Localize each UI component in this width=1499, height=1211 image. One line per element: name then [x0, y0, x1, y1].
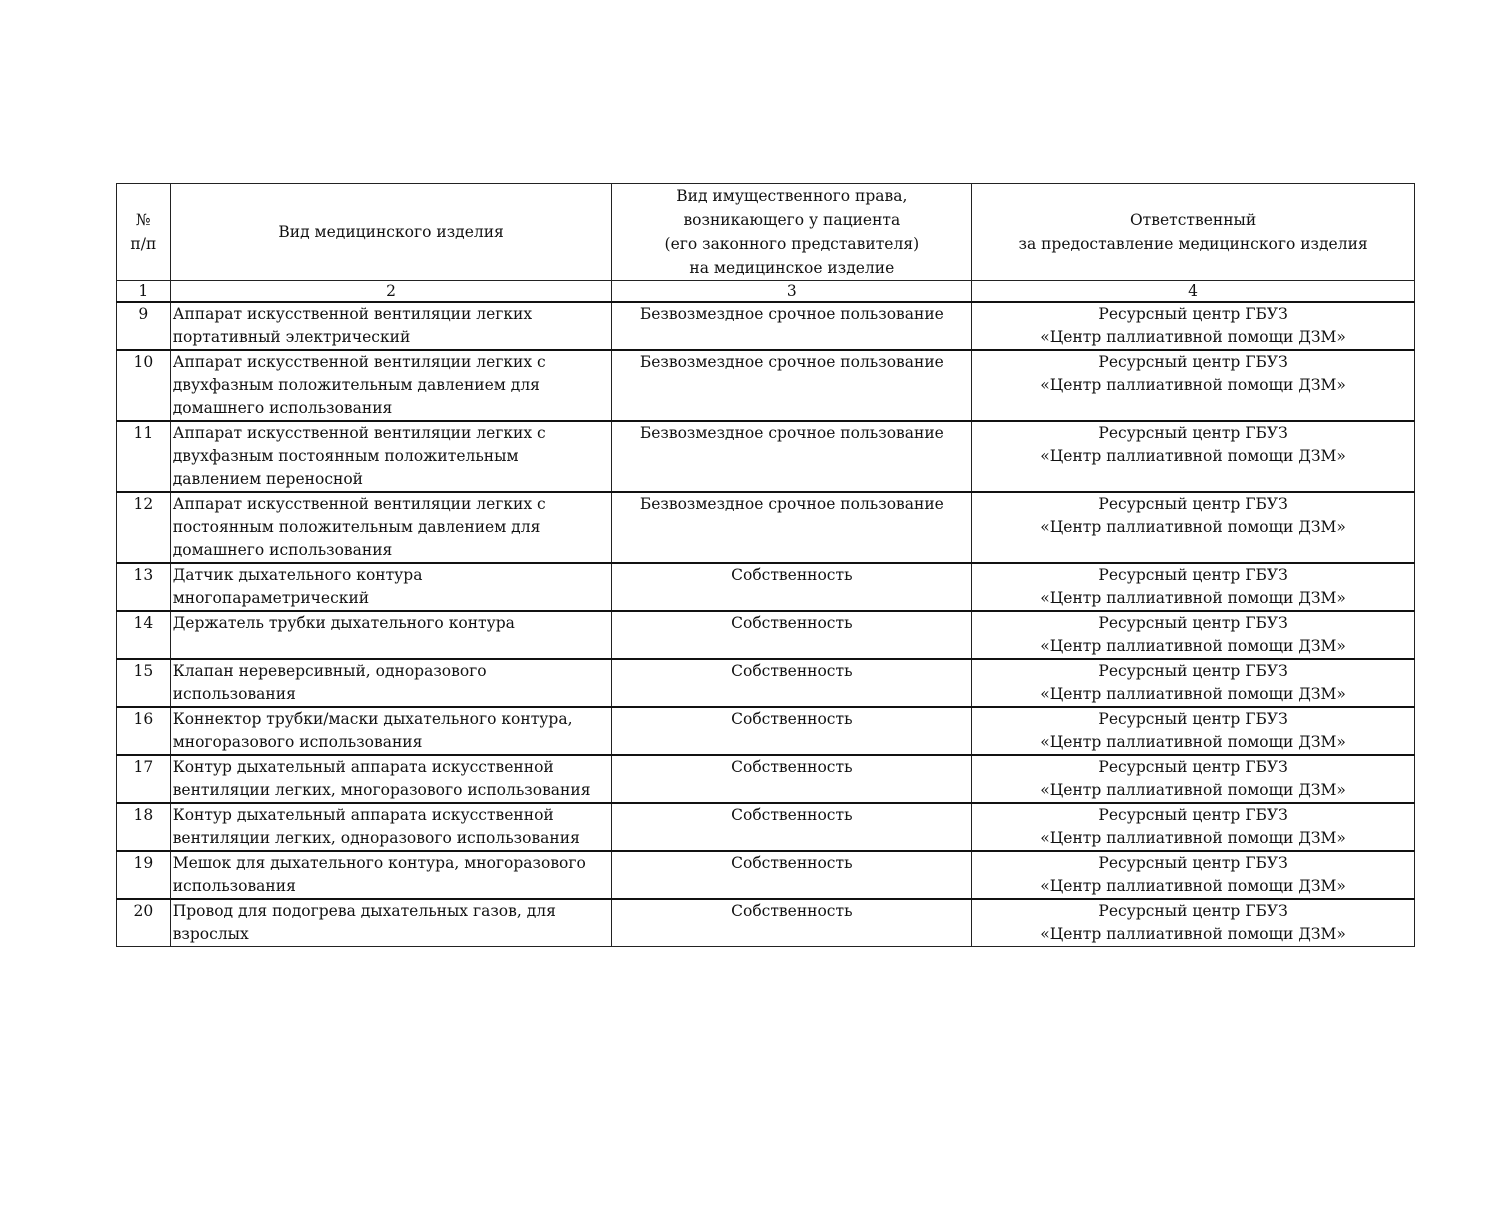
device-name-line: использования [172, 685, 296, 703]
device-name-line: вентиляции легких, одноразового использования [172, 829, 580, 847]
row-number-text: 9 [138, 305, 149, 323]
property-right [612, 563, 972, 611]
responsible-line: «Центр паллиативной помощи ДЗМ» [1040, 637, 1346, 655]
device-name-line: Коннектор трубки/маски дыхательного контура, [172, 710, 573, 728]
responsible-line: «Центр паллиативной помощи ДЗМ» [1040, 685, 1346, 703]
row-number [117, 899, 171, 947]
medical-devices-table [116, 183, 1415, 947]
row-number-text: 19 [133, 854, 154, 872]
property-right [612, 302, 972, 350]
device-name-line: Аппарат искусственной вентиляции легких с [172, 424, 546, 442]
device-name [170, 350, 612, 421]
row-number [117, 492, 171, 563]
device-name-line: Держатель трубки дыхательного контура [172, 614, 515, 632]
property-right [612, 755, 972, 803]
responsible-line: Ресурсный центр ГБУЗ [1098, 305, 1288, 323]
device-name [170, 803, 612, 851]
responsible-line: «Центр паллиативной помощи ДЗМ» [1040, 733, 1346, 751]
row-number-text: 13 [133, 566, 154, 584]
responsible [972, 755, 1415, 803]
header-row [117, 184, 1415, 281]
device-name-line: взрослых [172, 925, 249, 943]
responsible-line: Ресурсный центр ГБУЗ [1098, 353, 1288, 371]
responsible-line: Ресурсный центр ГБУЗ [1098, 495, 1288, 513]
responsible [972, 851, 1415, 899]
device-name [170, 563, 612, 611]
responsible-line: Ресурсный центр ГБУЗ [1098, 710, 1288, 728]
responsible-line: «Центр паллиативной помощи ДЗМ» [1040, 877, 1346, 895]
header-right-line: Вид имущественного права, [676, 187, 908, 205]
property-right [612, 611, 972, 659]
responsible [972, 899, 1415, 947]
property-right [612, 899, 972, 947]
device-name-line: многопараметрический [172, 589, 370, 607]
device-name-line: домашнего использования [172, 541, 393, 559]
device-name-line: вентиляции легких, многоразового использования [172, 781, 591, 799]
device-name-line: постоянным положительным давлением для [172, 518, 541, 536]
property-right [612, 707, 972, 755]
device-name-line: портативный электрический [172, 328, 411, 346]
responsible-line: Ресурсный центр ГБУЗ [1098, 662, 1288, 680]
responsible-line: «Центр паллиативной помощи ДЗМ» [1040, 925, 1346, 943]
property-right-text: Собственность [731, 902, 853, 920]
property-right-text: Собственность [731, 662, 853, 680]
column-number: 4 [972, 281, 1415, 303]
property-right-text: Безвозмездное срочное пользование [639, 353, 944, 371]
property-right-text: Собственность [731, 614, 853, 632]
row-number [117, 707, 171, 755]
row-number-text: 20 [133, 902, 154, 920]
property-right-text: Безвозмездное срочное пользование [639, 424, 944, 442]
row-number [117, 803, 171, 851]
row-number-text: 18 [133, 806, 154, 824]
responsible [972, 659, 1415, 707]
header-num-line: № [136, 211, 151, 229]
row-number-text: 11 [133, 424, 154, 442]
row-number [117, 563, 171, 611]
row-number [117, 350, 171, 421]
column-number: 3 [612, 281, 972, 303]
table-row [117, 563, 1415, 611]
responsible-line: Ресурсный центр ГБУЗ [1098, 424, 1288, 442]
property-right-text: Безвозмездное срочное пользование [639, 305, 944, 323]
device-name-line: двухфазным положительным давлением для [172, 376, 540, 394]
responsible [972, 707, 1415, 755]
device-name [170, 851, 612, 899]
property-right [612, 803, 972, 851]
device-name-line [173, 635, 610, 658]
device-name-line: домашнего использования [172, 399, 393, 417]
row-number-text: 15 [133, 662, 154, 680]
row-number-text: 14 [133, 614, 154, 632]
table-row [117, 899, 1415, 947]
device-name-line: Контур дыхательный аппарата искусственной [172, 758, 554, 776]
table-body [117, 302, 1415, 947]
row-number [117, 755, 171, 803]
responsible-line: Ресурсный центр ГБУЗ [1098, 902, 1288, 920]
table-row [117, 851, 1415, 899]
property-right [612, 421, 972, 492]
device-name-line: Датчик дыхательного контура [172, 566, 423, 584]
header-num-line: п/п [130, 235, 157, 253]
device-name-line: Аппарат искусственной вентиляции легких с [172, 495, 546, 513]
device-name-line: Аппарат искусственной вентиляции легких [172, 305, 533, 323]
responsible [972, 350, 1415, 421]
responsible [972, 421, 1415, 492]
device-name-line: Контур дыхательный аппарата искусственной [172, 806, 554, 824]
column-numbers-row [117, 281, 1415, 303]
header-right [612, 184, 972, 281]
header-responsible-line: за предоставление медицинского изделия [1018, 235, 1368, 253]
device-name-line: давлением переносной [172, 470, 363, 488]
header-device-label: Вид медицинского изделия [278, 223, 504, 241]
device-name [170, 899, 612, 947]
responsible [972, 803, 1415, 851]
property-right [612, 659, 972, 707]
row-number [117, 659, 171, 707]
column-number: 1 [117, 281, 171, 303]
responsible-line: «Центр паллиативной помощи ДЗМ» [1040, 589, 1346, 607]
device-name [170, 659, 612, 707]
table-row [117, 707, 1415, 755]
device-name-line: двухфазным постоянным положительным [172, 447, 519, 465]
device-name [170, 492, 612, 563]
row-number [117, 611, 171, 659]
device-name-line: Аппарат искусственной вентиляции легких с [172, 353, 546, 371]
device-name-line: Провод для подогрева дыхательных газов, для [172, 902, 556, 920]
header-responsible-line: Ответственный [1129, 211, 1257, 229]
responsible-line: Ресурсный центр ГБУЗ [1098, 854, 1288, 872]
table-row [117, 803, 1415, 851]
device-name [170, 755, 612, 803]
device-name [170, 611, 612, 659]
row-number [117, 302, 171, 350]
responsible [972, 302, 1415, 350]
property-right-text: Собственность [731, 758, 853, 776]
property-right-text: Собственность [731, 710, 853, 728]
responsible [972, 563, 1415, 611]
responsible-line: «Центр паллиативной помощи ДЗМ» [1040, 376, 1346, 394]
row-number-text: 17 [133, 758, 154, 776]
table-row [117, 302, 1415, 350]
header-device [170, 184, 612, 281]
table-row [117, 492, 1415, 563]
device-name [170, 707, 612, 755]
property-right [612, 350, 972, 421]
table-row [117, 421, 1415, 492]
device-name-line: Клапан нереверсивный, одноразового [172, 662, 487, 680]
responsible-line: Ресурсный центр ГБУЗ [1098, 566, 1288, 584]
property-right-text: Собственность [731, 566, 853, 584]
property-right-text: Безвозмездное срочное пользование [639, 495, 944, 513]
responsible [972, 611, 1415, 659]
responsible-line: «Центр паллиативной помощи ДЗМ» [1040, 447, 1346, 465]
row-number [117, 851, 171, 899]
row-number-text: 10 [133, 353, 154, 371]
device-name-line: использования [172, 877, 296, 895]
row-number-text: 16 [133, 710, 154, 728]
responsible-line: «Центр паллиативной помощи ДЗМ» [1040, 328, 1346, 346]
property-right [612, 492, 972, 563]
header-right-line: (его законного представителя) [664, 235, 920, 253]
property-right-text: Собственность [731, 806, 853, 824]
device-name-line: многоразового использования [172, 733, 423, 751]
responsible-line: «Центр паллиативной помощи ДЗМ» [1040, 518, 1346, 536]
column-number: 2 [170, 281, 612, 303]
table-row [117, 755, 1415, 803]
row-number [117, 421, 171, 492]
property-right-text: Собственность [731, 854, 853, 872]
device-name-line: Мешок для дыхательного контура, многоразового [172, 854, 586, 872]
responsible-line: «Центр паллиативной помощи ДЗМ» [1040, 829, 1346, 847]
responsible-line: Ресурсный центр ГБУЗ [1098, 806, 1288, 824]
responsible-line: Ресурсный центр ГБУЗ [1098, 614, 1288, 632]
header-responsible [972, 184, 1415, 281]
device-name [170, 302, 612, 350]
table-row [117, 611, 1415, 659]
property-right [612, 851, 972, 899]
responsible [972, 492, 1415, 563]
header-right-line: возникающего у пациента [683, 211, 901, 229]
row-number-text: 12 [133, 495, 154, 513]
header-num [117, 184, 171, 281]
table-row [117, 350, 1415, 421]
table-row [117, 659, 1415, 707]
device-name [170, 421, 612, 492]
header-right-line: на медицинское изделие [689, 259, 895, 277]
responsible-line: «Центр паллиативной помощи ДЗМ» [1040, 781, 1346, 799]
responsible-line: Ресурсный центр ГБУЗ [1098, 758, 1288, 776]
